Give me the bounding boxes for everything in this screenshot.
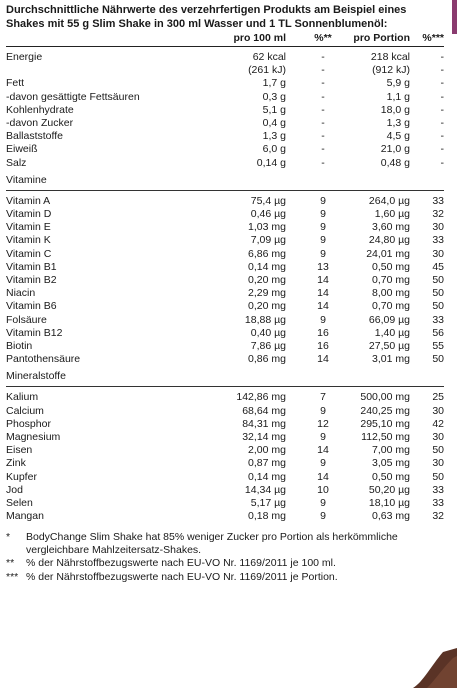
value-per-portion: 3,60 mg [372,221,410,234]
percent-per-100ml: 12 [317,417,329,430]
value-per-100ml: (261 kJ) [248,64,286,77]
value-per-portion: 218 kcal [370,51,410,63]
header-percent-100ml: %** [286,32,342,47]
value-per-100ml: 1,7 g [262,77,286,90]
percent-per-100ml: - [321,143,325,156]
value-per-100ml: 0,86 mg [248,353,286,366]
footnote-text: % der Nährstoffbezugswerte nach EU-VO Nr. 1169/2011 je 100 ml. [26,557,336,570]
table-header-row [6,32,444,47]
value-per-portion: 1,3 g [386,117,410,130]
value-per-100ml: 62 kcal [252,51,286,63]
header-percent-portion: %*** [410,32,444,47]
value-per-100ml: 7,86 µg [250,340,286,353]
header-per-portion: pro Portion [342,32,410,47]
percent-per-100ml: 10 [317,483,329,496]
table-row [6,353,444,366]
value-per-100ml: 75,4 µg [250,194,286,207]
value-per-portion: 4,5 g [386,130,410,143]
percent-per-100ml: 9 [320,221,326,234]
shake-glass-decoration [413,648,457,688]
table-row [6,47,444,65]
value-per-100ml: 0,46 µg [250,208,286,221]
section-vitamins-label: Vitamine [6,170,444,191]
percent-per-portion: 33 [432,234,444,247]
footnote [6,571,444,584]
table-row [6,190,444,208]
nutrient-name: Zink [6,457,26,470]
value-per-portion: 1,40 µg [374,326,410,339]
value-per-100ml: 6,86 mg [248,247,286,260]
percent-per-portion: 50 [432,470,444,483]
percent-per-100ml: 14 [317,444,329,457]
nutrient-name: Biotin [6,340,33,353]
nutrient-name: Kalium [6,391,39,404]
value-per-portion: 3,01 mg [372,353,410,366]
nutrient-name: Magnesium [6,431,61,444]
table-row [6,457,444,470]
percent-per-portion: - [440,64,444,77]
table-row [6,471,444,484]
nutrient-name: Energie [6,51,43,63]
percent-per-portion: 33 [432,313,444,326]
value-per-portion: 1,60 µg [374,208,410,221]
percent-per-portion: 32 [432,510,444,523]
percent-per-100ml: 7 [320,391,326,404]
value-per-100ml: 2,00 mg [248,444,286,457]
value-per-portion: 5,9 g [386,77,410,90]
value-per-portion: 7,00 mg [372,444,410,457]
footnote-mark: *** [6,570,19,583]
percent-per-portion: 30 [432,457,444,470]
table-row [6,130,444,143]
value-per-100ml: 0,4 g [262,117,286,130]
percent-per-portion: 33 [432,483,444,496]
percent-per-portion: 50 [432,274,444,287]
intro-line-1: Durchschnittliche Nährwerte des verzehrfertigen Produkts am Beispiel eines [6,4,407,16]
table-row [6,221,444,234]
table-row [6,143,444,156]
value-per-portion: 3,05 mg [372,457,410,470]
value-per-100ml: 0,14 mg [248,260,286,273]
value-per-portion: 0,70 mg [372,300,410,313]
table-row [6,387,444,405]
percent-per-100ml: 9 [320,313,326,326]
nutrient-name: Jod [6,483,23,496]
table-row [6,104,444,117]
percent-per-100ml: 14 [317,470,329,483]
percent-per-portion: 50 [432,444,444,457]
value-per-portion: 240,25 mg [360,404,410,417]
table-row [6,484,444,497]
value-per-100ml: 7,09 µg [250,234,286,247]
nutrient-name: Vitamin B6 [6,300,57,313]
percent-per-100ml: 9 [320,404,326,417]
value-per-portion: 18,0 g [380,103,410,116]
percent-per-100ml: 16 [317,340,329,353]
intro-line-2: Shakes mit 55 g Slim Shake in 300 ml Wasser und 1 TL Sonnenblumenöl: [6,18,388,30]
percent-per-100ml: - [321,51,325,63]
table-row [6,117,444,130]
nutrient-name: Vitamin K [6,234,51,247]
accent-bar [452,0,457,34]
table-row [6,340,444,353]
value-per-portion: 0,63 mg [372,510,410,523]
percent-per-portion: - [440,143,444,156]
nutrient-name: Eisen [6,444,33,457]
nutrient-name: Phosphor [6,417,51,430]
percent-per-100ml: 14 [317,287,329,300]
nutrient-name: Vitamin A [6,194,51,207]
value-per-portion: 0,48 g [380,156,410,169]
footnote-text: BodyChange Slim Shake hat 85% weniger Zucker pro Portion als herkömmliche vergleichbare Mahlzeitersatz-Shakes. [26,530,398,556]
nutrient-name: Selen [6,497,33,510]
percent-per-portion: 30 [432,431,444,444]
table-row [6,418,444,431]
value-per-100ml: 5,17 µg [250,497,286,510]
nutrient-name: -davon Zucker [6,117,74,130]
footnote [6,557,444,570]
table-body [6,47,444,524]
nutrient-name: Vitamin B1 [6,260,57,273]
percent-per-portion: 33 [432,497,444,510]
footnote-mark: * [6,530,11,543]
table-row [6,510,444,523]
percent-per-100ml: 13 [317,260,329,273]
percent-per-portion: - [440,130,444,143]
footnotes [6,531,444,585]
percent-per-portion: - [440,77,444,90]
percent-per-100ml: - [321,117,325,130]
table-row [6,300,444,313]
table-row [6,444,444,457]
percent-per-100ml: 9 [320,431,326,444]
value-per-100ml: 0,18 mg [248,510,286,523]
section-minerals [6,366,444,387]
percent-per-portion: - [440,103,444,116]
value-per-portion: 24,01 mg [366,247,410,260]
nutrient-name: -davon gesättigte Fettsäuren [6,90,140,103]
header-per-100ml: pro 100 ml [206,32,286,47]
percent-per-100ml: 9 [320,510,326,523]
percent-per-portion: 30 [432,221,444,234]
value-per-portion: 24,80 µg [368,234,410,247]
value-per-100ml: 1,3 g [262,130,286,143]
value-per-100ml: 6,0 g [262,143,286,156]
nutrition-table [6,32,444,524]
value-per-portion: 0,70 mg [372,274,410,287]
nutrient-name: Folsäure [6,313,47,326]
nutrient-name: Mangan [6,510,44,523]
nutrient-name: Eiweiß [6,143,38,156]
footnote-text: % der Nährstoffbezugswerte nach EU-VO Nr. 1169/2011 je Portion. [26,570,338,583]
nutrient-name: Vitamin D [6,208,52,221]
table-row [6,314,444,327]
value-per-100ml: 0,87 mg [248,457,286,470]
table-row [6,405,444,418]
nutrient-name: Vitamin E [6,221,51,234]
value-per-portion: 1,1 g [386,90,410,103]
nutrient-name: Calcium [6,404,44,417]
value-per-portion: 8,00 mg [372,287,410,300]
percent-per-100ml: 9 [320,457,326,470]
percent-per-100ml: - [321,156,325,169]
value-per-portion: 0,50 mg [372,470,410,483]
nutrient-name: Kohlenhydrate [6,103,74,116]
footnote-mark: ** [6,557,15,570]
percent-per-100ml: - [321,77,325,90]
percent-per-100ml: - [321,64,325,77]
percent-per-100ml: 9 [320,234,326,247]
percent-per-100ml: 16 [317,326,329,339]
value-per-100ml: 0,20 mg [248,300,286,313]
value-per-portion: (912 kJ) [372,64,410,77]
value-per-100ml: 0,20 mg [248,274,286,287]
table-row [6,327,444,340]
value-per-portion: 295,10 mg [360,417,410,430]
table-row [6,497,444,510]
value-per-portion: 21,0 g [380,143,410,156]
percent-per-100ml: - [321,130,325,143]
percent-per-100ml: - [321,103,325,116]
value-per-100ml: 0,14 g [256,156,286,169]
value-per-portion: 264,0 µg [368,194,410,207]
value-per-100ml: 0,40 µg [250,326,286,339]
nutrient-name: Fett [6,77,25,90]
value-per-100ml: 2,29 mg [248,287,286,300]
percent-per-portion: - [440,51,444,63]
percent-per-portion: - [440,156,444,169]
percent-per-100ml: 9 [320,247,326,260]
percent-per-portion: 42 [432,417,444,430]
value-per-100ml: 18,88 µg [244,313,286,326]
value-per-100ml: 5,1 g [262,103,286,116]
percent-per-100ml: 9 [320,194,326,207]
value-per-portion: 500,00 mg [360,391,410,404]
nutrient-name: Ballaststoffe [6,130,64,143]
percent-per-portion: 30 [432,404,444,417]
header-label-cell [6,32,206,47]
value-per-100ml: 142,86 mg [236,391,286,404]
footnote [6,531,444,558]
nutrition-panel [6,3,444,584]
percent-per-100ml: - [321,90,325,103]
nutrient-name: Vitamin B12 [6,326,63,339]
percent-per-portion: 55 [432,340,444,353]
nutrient-name: Pantothensäure [6,353,81,366]
table-row [6,64,444,77]
nutrient-name: Salz [6,156,27,169]
value-per-100ml: 0,3 g [262,90,286,103]
value-per-portion: 50,20 µg [368,483,410,496]
value-per-portion: 0,50 mg [372,260,410,273]
percent-per-portion: 33 [432,194,444,207]
percent-per-100ml: 14 [317,274,329,287]
section-vitamins [6,170,444,191]
percent-per-portion: 50 [432,287,444,300]
percent-per-100ml: 14 [317,300,329,313]
table-row [6,287,444,300]
value-per-100ml: 1,03 mg [248,221,286,234]
percent-per-portion: 32 [432,208,444,221]
section-minerals-label: Mineralstoffe [6,366,444,387]
nutrient-name: Vitamin C [6,247,52,260]
percent-per-portion: - [440,90,444,103]
table-row [6,274,444,287]
table-row [6,208,444,221]
value-per-100ml: 84,31 mg [242,417,286,430]
table-row [6,431,444,444]
percent-per-100ml: 9 [320,208,326,221]
percent-per-portion: 56 [432,326,444,339]
nutrient-name: Kupfer [6,470,37,483]
nutrient-name: Niacin [6,287,36,300]
table-row [6,261,444,274]
percent-per-portion: 25 [432,391,444,404]
value-per-100ml: 32,14 mg [242,431,286,444]
table-row [6,157,444,170]
percent-per-portion: 50 [432,300,444,313]
percent-per-portion: - [440,117,444,130]
nutrient-name: Vitamin B2 [6,274,57,287]
value-per-100ml: 68,64 mg [242,404,286,417]
value-per-portion: 27,50 µg [368,340,410,353]
value-per-portion: 18,10 µg [368,497,410,510]
value-per-100ml: 0,14 mg [248,470,286,483]
nutrient-name [6,64,206,77]
percent-per-portion: 45 [432,260,444,273]
table-row [6,248,444,261]
table-row [6,77,444,90]
value-per-portion: 66,09 µg [368,313,410,326]
percent-per-portion: 50 [432,353,444,366]
value-per-100ml: 14,34 µg [244,483,286,496]
percent-per-100ml: 9 [320,497,326,510]
table-row [6,234,444,247]
value-per-portion: 112,50 mg [361,431,410,444]
table-row [6,91,444,104]
percent-per-portion: 30 [432,247,444,260]
intro-text [6,3,444,31]
percent-per-100ml: 14 [317,353,329,366]
